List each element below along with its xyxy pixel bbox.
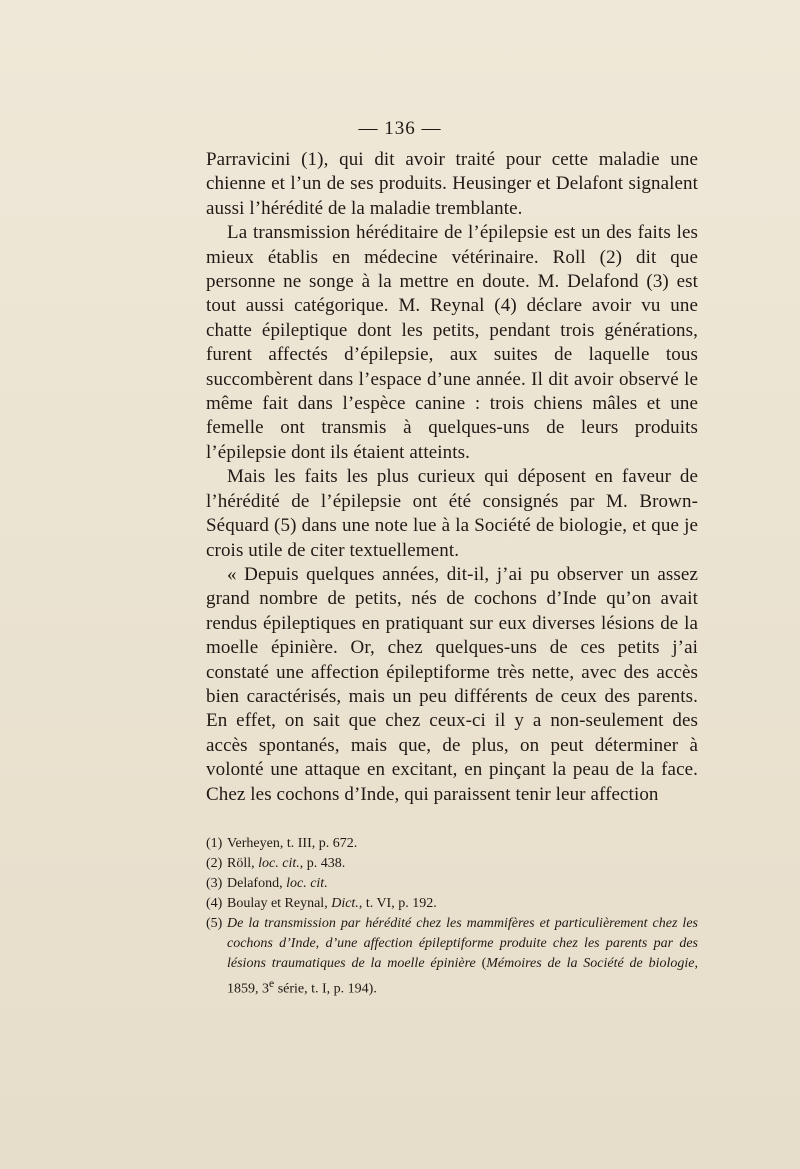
- footnote-label: (3): [206, 876, 223, 891]
- footnote-text: (: [475, 956, 487, 971]
- paragraph: Mais les faits les plus curieux qui déposent en faveur de l’hérédité de l’épilepsie ont été consignés par M. Brown-Séquard (5) dans une note lue à la Société de biologie, et que je crois utile de citer textuellement.: [206, 466, 698, 561]
- footnote-label: (2): [206, 856, 223, 871]
- paragraph: Parravicini (1), qui dit avoir traité pour cette maladie une chienne et l’un de ses produits. Heusinger et Delafont signalent aussi l’hérédité de la maladie tremblante.: [206, 149, 698, 219]
- footnote-text: Delafond,: [227, 876, 287, 891]
- footnote: [206, 834, 698, 854]
- footnote-text: Boulay et Reynal,: [227, 896, 332, 911]
- footnote-text: Dict.: [331, 896, 359, 911]
- footnote-text: De la transmission par hérédité chez les mammifères et particulièrement chez les cochons d’Inde, d’une affection épileptiforme produite chez les parents par des lésions traumatiques de la moelle épinière: [227, 916, 698, 971]
- body-text: [206, 148, 698, 807]
- footnote-text: , 1859, 3: [227, 956, 698, 997]
- footnote-text: e: [269, 977, 275, 990]
- footnotes: [206, 834, 698, 1000]
- page-number: — 136 —: [358, 118, 442, 139]
- footnote-text: , p. 438.: [299, 856, 346, 871]
- footnote-text: Röll,: [227, 856, 259, 871]
- footnote-text: loc. cit.: [258, 856, 300, 871]
- footnote-text: Mémoires de la Société de biologie: [486, 956, 695, 971]
- paragraph: « Depuis quelques années, dit-il, j’ai pu observer un assez grand nombre de petits, nés de cochons d’Inde qu’on avait rendus épileptiques en pratiquant sur eux diverses lésions de la moelle épinière. Or, chez quelques-uns de ces petits j’ai constaté une affection épileptiforme très nette, avec des accès bien caractérisés, mais un peu différents de ceux des parents. En effet, on sait que chez ceux-ci il y a non-seulement des accès spontanés, mais que, de plus, on peut déterminer à volonté une attaque en excitant, en pinçant la peau de la face. Chez les cochons d’Inde, qui paraissent tenir leur affection: [206, 563, 698, 805]
- footnote-label: (1): [206, 836, 223, 851]
- footnote-text: Verheyen, t. III, p. 672.: [227, 836, 358, 851]
- footnote: [206, 874, 698, 894]
- footnote: [206, 894, 698, 914]
- footnote-text: , t. VI, p. 192.: [358, 896, 437, 911]
- footnote: [206, 854, 698, 874]
- paragraph: La transmission héréditaire de l’épilepsie est un des faits les mieux établis en médecine vétérinaire. Roll (2) dit que personne ne songe à la mettre en doute. M. Delafond (3) est tout aussi catégorique. M. Reynal (4) déclare avoir vu une chatte épileptique dont les petits, pendant trois générations, furent affectés d’épilepsie, aux suites de laquelle tous succombèrent dans l’espace d’une année. Il dit avoir observé le même fait dans l’espèce canine : trois chiens mâles et une femelle ont transmis à quelques-uns de leurs produits l’épilepsie dont ils étaient atteints.: [206, 222, 698, 463]
- footnote-label: (5): [206, 916, 223, 931]
- footnote-label: (4): [206, 896, 223, 911]
- footnote-text: loc. cit.: [286, 876, 328, 891]
- footnote: [206, 914, 698, 1000]
- footnote-text: série, t. I, p. 194).: [274, 981, 377, 997]
